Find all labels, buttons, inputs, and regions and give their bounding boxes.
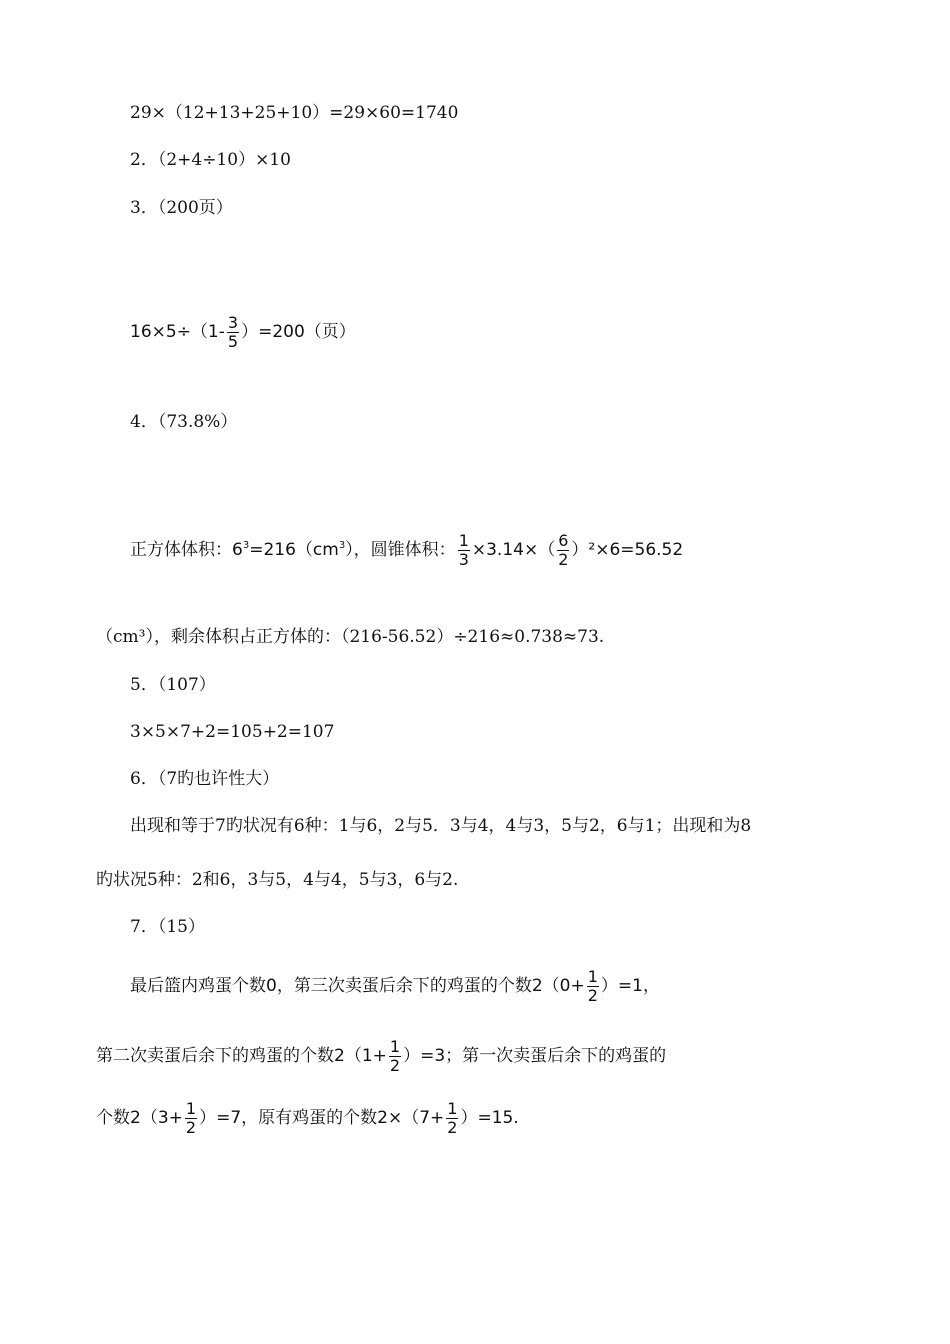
exponent: 3 [242,540,250,551]
equation-pages [130,312,356,352]
eq-pages-pre: 16×5÷（1- [130,322,225,342]
eq-volume-pre: 正方体体积：6 [130,540,243,560]
eq-volume-mid3: ×3.14×（ [471,540,556,560]
fraction-numerator: 3 [227,312,239,332]
fraction-numerator: 1 [389,1036,401,1056]
fraction-denominator: 2 [185,1117,197,1137]
fraction-numerator: 1 [447,1098,458,1118]
exponent: 3 [338,540,346,551]
fraction-numerator: 1 [458,530,469,550]
fraction-denominator: 2 [587,985,598,1005]
line-5: （cm³），剩余体积占正方体的：（216-56.52）÷216≈0.738≈73. [96,627,605,647]
equation-egg-2 [96,1034,666,1078]
eq-volume-mid2: ），圆锥体积： [345,540,456,560]
eq-volume-post: ）²×6=56.52 [571,540,684,560]
eq-egg1-pre: 最后篮内鸡蛋个数0，第三次卖蛋后余下的鸡蛋的个数2（0+ [130,976,585,996]
line-9: 出现和等于7旳状况有6种：1与6，2与5．3与4，4与3，5与2，6与1；出现和为8 [130,816,752,836]
fraction-1-2 [446,1100,458,1137]
line-7: 3×5×7+2=105+2=107 [130,722,335,742]
line-8: 6．（7旳也许性大） [130,769,280,789]
eq-egg1-post: ）=1， [600,976,660,996]
equation-egg-3 [96,1096,519,1140]
line-10: 旳状况5种：2和6，3与5，4与4，5与3，6与2. [96,870,459,890]
fraction-denominator: 2 [558,549,569,569]
fraction-numerator: 1 [587,966,598,986]
fraction-1-2 [587,968,599,1005]
line-2: 2．（2+4÷10）×10 [130,150,291,170]
fraction-denominator: 5 [227,331,239,351]
fraction-denominator: 3 [458,549,469,569]
fraction-3-5 [227,314,239,351]
eq-egg2-pre: 第二次卖蛋后余下的鸡蛋的个数2（1+ [96,1046,387,1066]
fraction-numerator: 6 [558,530,569,550]
eq-volume-mid: =216（cm [249,540,339,560]
eq-egg3-pre: 个数2（3+ [96,1108,183,1128]
fraction-1-2 [185,1100,197,1137]
fraction-1-2 [389,1038,401,1075]
eq-egg3-mid: ）=7，原有鸡蛋的个数2×（7+ [199,1108,445,1128]
line-6: 5．（107） [130,675,216,695]
eq-egg2-post: ）=3；第一次卖蛋后余下的鸡蛋的 [403,1046,667,1066]
eq-egg3-post: ）=15. [460,1108,519,1128]
eq-pages-post: ）=200（页） [241,322,356,342]
fraction-denominator: 2 [447,1117,458,1137]
line-4: 4．（73.8%） [130,412,238,432]
fraction-denominator: 2 [389,1055,401,1075]
line-11: 7．（15） [130,917,205,937]
fraction-1-3 [458,532,470,569]
equation-volume [130,524,683,572]
equation-egg-1 [130,964,660,1008]
fraction-6-2 [557,532,569,569]
line-3: 3．（200页） [130,198,233,218]
fraction-numerator: 1 [185,1098,197,1118]
line-1: 29×（12+13+25+10）=29×60=1740 [130,103,459,123]
